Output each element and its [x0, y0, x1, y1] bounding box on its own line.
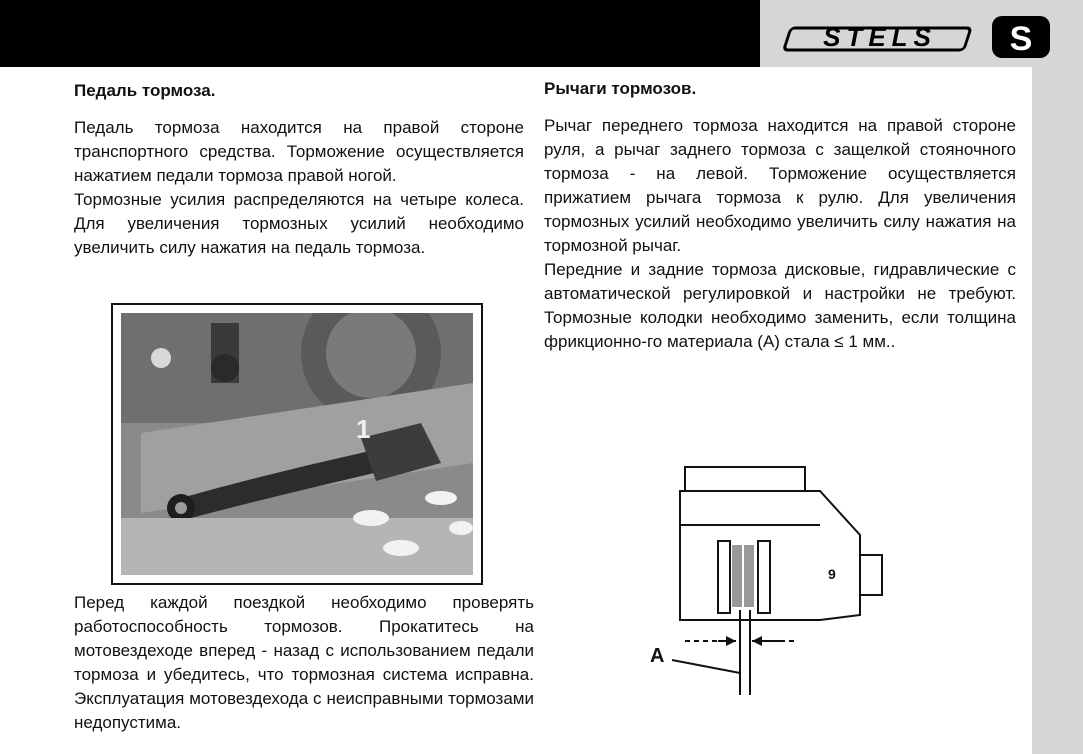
brake-pedal-photo: [111, 303, 483, 585]
logo-text: STELS: [823, 22, 937, 52]
left-bottom-text: [74, 591, 534, 735]
right-heading: Рычаги тормозов.: [544, 79, 697, 98]
diagram-mark: 9: [828, 566, 836, 582]
brake-pedal-photo-image: [121, 313, 473, 575]
logo-badge: S: [1009, 20, 1033, 58]
left-para-3: Перед каждой поездкой необходимо проверять работоспособность тормозов. Прокатитесь на мотовездеходе вперед - назад с использованием педали тормоза и убедитесь, что тормозная система исправна. Эксплуатация мотовездехода с неисправными тормозами недопустима.: [74, 593, 534, 732]
left-column: [74, 80, 524, 260]
header-bar: [0, 0, 760, 67]
diagram-label-a: A: [650, 645, 665, 667]
right-para-2: Передние и задние тормоза дисковые, гидравлические с автоматической регулировкой и настройки не требуют. Тормозные колодки необходимо заменить, если толщина фрикционно-го материала (А) стала ≤ 1 мм..: [544, 260, 1016, 351]
left-para-1: Педаль тормоза находится на правой стороне транспортного средства. Торможение осуществляется нажатием педали тормоза правой ногой.: [74, 118, 524, 185]
left-heading: Педаль тормоза.: [74, 81, 216, 100]
left-para-2: Тормозные усилия распределяются на четыре колеса. Для увеличения тормозных усилий необходимо увеличить силу нажатия на педаль тормоза.: [74, 190, 524, 257]
page-sidebar: [1032, 67, 1083, 754]
stels-logo-icon: [760, 0, 1083, 67]
brake-caliper-diagram: [640, 455, 900, 705]
right-column: [544, 78, 1016, 354]
brand-logo: [760, 0, 1083, 67]
photo-label: 1: [356, 414, 371, 444]
right-para-1: Рычаг переднего тормоза находится на правой стороне руля, а рычаг заднего тормоза с защелкой стояночного тормоза - на левой. Торможение осуществляется прижатием рычага тормоза к рулю. Для увеличения тормозных усилий необходимо увеличить силу нажатия на тормозной рычаг.: [544, 116, 1016, 255]
